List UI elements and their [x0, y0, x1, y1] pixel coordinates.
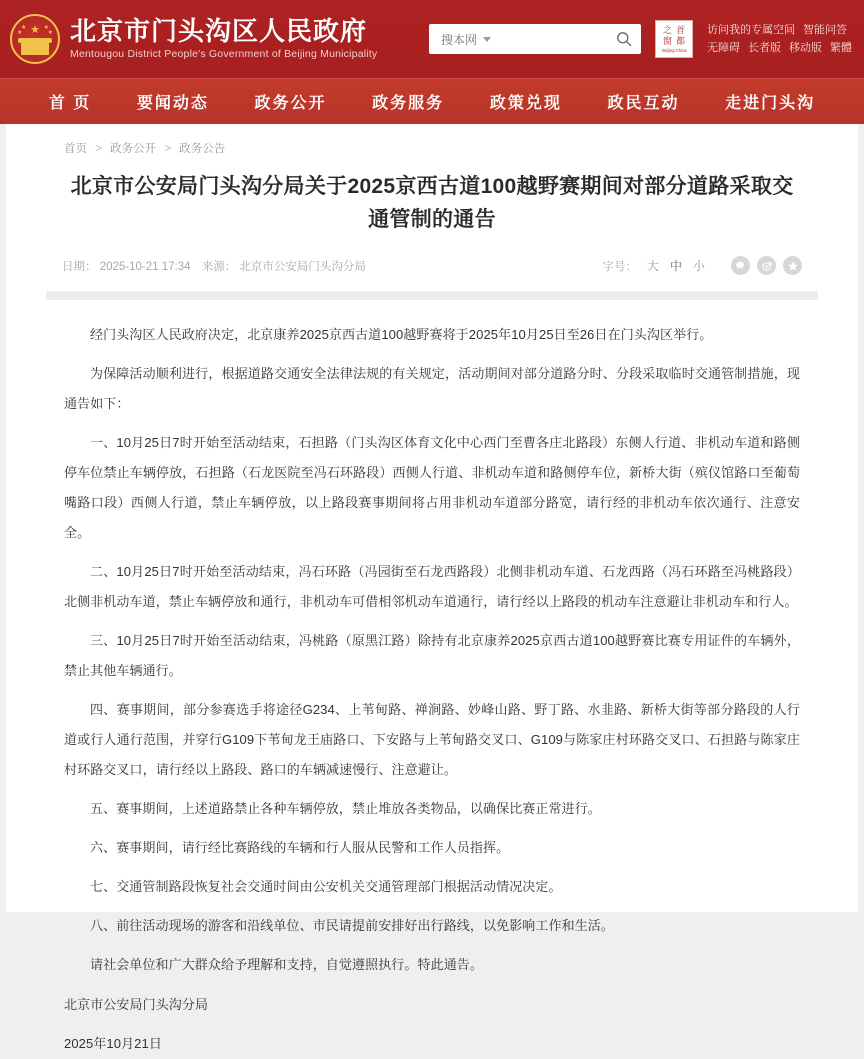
- breadcrumb-item-home[interactable]: 首页: [64, 143, 87, 155]
- quick-link-traditional-chinese[interactable]: 繁體: [830, 41, 852, 54]
- seal-characters: [661, 26, 687, 48]
- search-input[interactable]: [499, 32, 615, 46]
- beijing-china-seal-icon[interactable]: [655, 20, 693, 58]
- article-paragraph: 五、赛事期间，上述道路禁止各种车辆停放，禁止堆放各类物品，以确保比赛正常进行。: [90, 801, 601, 816]
- article-meta-bar: [62, 256, 802, 285]
- fontsize-label: 字号：: [602, 260, 637, 273]
- nav-item-policy[interactable]: 政策兑现: [489, 95, 562, 112]
- nav-item-home[interactable]: 首 页: [48, 95, 92, 112]
- seal-english-label: Beijing·China: [661, 47, 687, 53]
- chevron-down-icon[interactable]: [483, 37, 491, 42]
- quick-links-row-2: [707, 42, 852, 55]
- article-body: [62, 300, 802, 1059]
- quick-link-mobile-version[interactable]: 移动版: [789, 41, 822, 54]
- national-emblem-icon: ★ ★ ★ ★ ★: [10, 14, 60, 64]
- article-paragraph: 六、赛事期间，请行经比赛路线的车辆和行人服从民警和工作人员指挥。: [90, 840, 510, 855]
- article-meta-right: [602, 256, 802, 275]
- source-value: 北京市公安局门头沟分局: [239, 260, 366, 273]
- article-paragraph: 二、10月25日7时开始至活动结束，冯石环路（冯园街至石龙西路段）北侧非机动车道、石龙西路（冯石环路至冯桃路段）北侧非机动车道，禁止车辆停放和通行，非机动车可借相邻机动车道通行，请行经以上路段的机动车注意避让非机动车和行人。: [64, 564, 800, 609]
- page-title: 北京市公安局门头沟分局关于2025京西古道100越野赛期间对部分道路采取交通管制的通告: [70, 175, 794, 231]
- main-navigation: [0, 78, 864, 124]
- fontsize-options: [647, 257, 705, 274]
- org-name-en: Mentougou District People's Government of Beijing Municipality: [70, 48, 378, 60]
- share-icons: [731, 256, 802, 275]
- nav-item-gov-affairs[interactable]: 政务公开: [254, 95, 327, 112]
- breadcrumb-item-gov-affairs[interactable]: 政务公开: [110, 143, 157, 155]
- search-box[interactable]: [429, 24, 641, 54]
- seal-char-1: 之: [662, 25, 672, 36]
- article-paragraph: 请社会单位和广大群众给予理解和支持，自觉遵照执行。特此通告。: [90, 957, 484, 972]
- search-icon[interactable]: [615, 30, 633, 48]
- breadcrumb-separator-2: >: [164, 143, 172, 155]
- quick-link-elder-version[interactable]: 长者版: [748, 41, 781, 54]
- date-label: 日期：: [62, 260, 97, 273]
- signature-org: 北京市公安局门头沟分局: [64, 997, 209, 1012]
- date-value: 2025-10-21 17:34: [99, 260, 191, 273]
- content-divider: [46, 291, 818, 300]
- article-meta-left: [62, 258, 366, 274]
- wechat-icon[interactable]: [731, 256, 750, 275]
- page-wrapper: [0, 124, 864, 1051]
- nav-item-news[interactable]: 要闻动态: [136, 95, 209, 112]
- site-header: [0, 0, 864, 78]
- article-paragraph: 七、交通管制路段恢复社会交通时间由公安机关交通管理部门根据活动情况决定。: [90, 879, 562, 894]
- quick-link-personal-space[interactable]: 访问我的专属空间: [707, 23, 795, 36]
- quick-links: [707, 24, 852, 55]
- breadcrumb-separator-1: >: [95, 143, 102, 155]
- article-paragraph: 八、前往活动现场的游客和沿线单位、市民请提前安排好出行路线，以免影响工作和生活。: [90, 918, 615, 933]
- signature-date: 2025年10月21日: [64, 1036, 162, 1051]
- breadcrumb-item-announcement[interactable]: 政务公告: [179, 143, 226, 155]
- org-name-cn: 北京市门头沟区人民政府: [70, 16, 368, 46]
- nav-item-gov-service[interactable]: 政务服务: [372, 95, 445, 112]
- article-paragraph: 经门头沟区人民政府决定，北京康养2025京西古道100越野赛将于2025年10月25日至26日在门头沟区举行。: [90, 327, 713, 342]
- seal-char-4: 都: [675, 36, 685, 47]
- article-paragraph: 三、10月25日7时开始至活动结束，冯桃路（原黑江路）除持有北京康养2025京西古道100越野赛比赛专用证件的车辆外，禁止其他车辆通行。: [64, 633, 800, 678]
- breadcrumb: [62, 138, 802, 166]
- fontsize-small[interactable]: 小: [692, 259, 705, 273]
- article-paragraph: 四、赛事期间，部分参赛选手将途径G234、上苇甸路、禅涧路、妙峰山路、野丁路、水韭路、新桥大街等部分路段的人行道或行人通行范围，并穿行G109下苇甸龙王庙路口、下安路与上苇甸路交叉口、G109与陈家庄村环路交叉口、石担路与陈家庄村环路交叉口，请行经以上路段、路口的车辆减速慢行、注意避让。: [64, 702, 800, 777]
- quick-link-smart-qa[interactable]: 智能问答: [803, 23, 847, 36]
- article-card: [6, 124, 858, 1051]
- search-scope-label[interactable]: 搜本网: [441, 32, 478, 47]
- site-brand[interactable]: [10, 14, 377, 64]
- fontsize-medium[interactable]: 中: [669, 259, 682, 273]
- nav-item-about[interactable]: 走进门头沟: [725, 95, 816, 112]
- brand-text: [70, 16, 377, 62]
- article-paragraph: 为保障活动顺利进行，根据道路交通安全法律法规的有关规定，活动期间对部分道路分时、分段采取临时交通管制措施，现通告如下：: [64, 366, 800, 411]
- favorite-star-icon[interactable]: [783, 256, 802, 275]
- signature-block: [64, 990, 800, 1059]
- source-label: 来源：: [201, 260, 237, 273]
- article-paragraph: 一、10月25日7时开始至活动结束，石担路（门头沟区体育文化中心西门至曹各庄北路段）东侧人行道、非机动车道和路侧停车位禁止车辆停放，石担路（石龙医院至冯石环路段）西侧人行道、非机动车道和路侧停车位，新桥大街（殡仪馆路口至葡萄嘴路口段）西侧人行道，禁止车辆停放，以上路段赛事期间将占用非机动车道部分路宽，请行经的非机动车依次通行、注意安全。: [64, 435, 800, 540]
- fontsize-large[interactable]: 大: [646, 259, 659, 273]
- seal-char-3: 窗: [662, 36, 672, 47]
- nav-item-interaction[interactable]: 政民互动: [607, 95, 680, 112]
- quick-link-accessibility[interactable]: 无障碍: [707, 41, 740, 54]
- seal-char-2: 首: [675, 25, 685, 36]
- quick-links-row-1: [707, 24, 852, 37]
- header-right-cluster: [429, 20, 852, 58]
- weibo-icon[interactable]: [757, 256, 776, 275]
